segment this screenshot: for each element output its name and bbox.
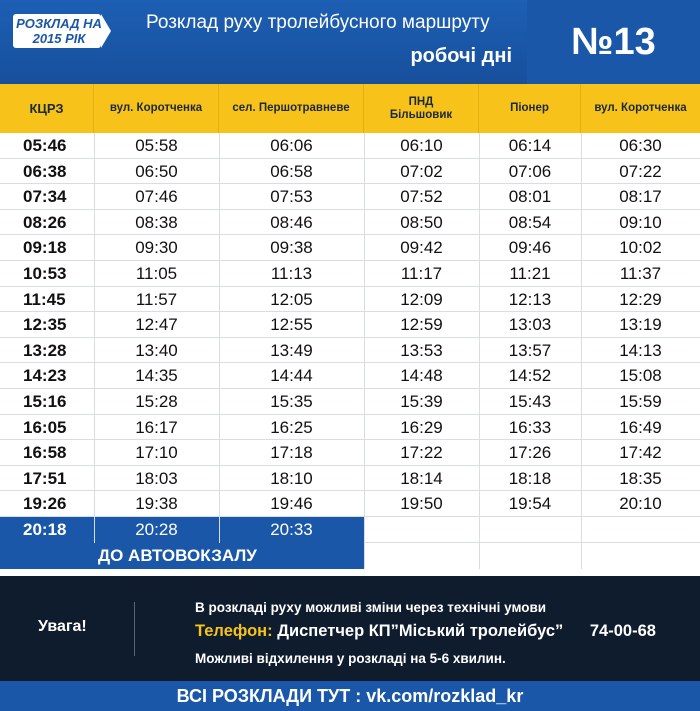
- stop-time: 11:21: [509, 264, 551, 283]
- stop-time: 07:52: [400, 187, 443, 207]
- stop-time: 19:46: [270, 494, 313, 514]
- table-row: [0, 415, 700, 441]
- stop-time: 07:02: [400, 161, 443, 181]
- stop-time: 16:33: [508, 417, 552, 437]
- stop-time: 18:18: [508, 468, 552, 488]
- departure-time: 19:26: [23, 494, 67, 514]
- footer-link[interactable]: ВСІ РОЗКЛАДИ ТУТ : vk.com/rozklad_kr: [0, 681, 700, 711]
- column-divider: [479, 133, 480, 569]
- stop-time: 09:10: [619, 212, 662, 232]
- table-row: [0, 363, 700, 389]
- stop-time: 06:58: [270, 161, 313, 181]
- stop-time: 06:06: [270, 136, 313, 155]
- departure-time: 10:53: [23, 264, 67, 283]
- stop-time: 12:55: [270, 315, 313, 335]
- stop-time: 11:17: [400, 264, 443, 283]
- stop-time: 15:59: [619, 392, 662, 411]
- phone-dispatcher: Диспетчер КП”Міський тролейбус”: [277, 622, 564, 640]
- departure-time: 15:16: [23, 392, 67, 411]
- stop-time: 12:29: [619, 289, 662, 309]
- departure-time: 13:28: [23, 340, 67, 360]
- stop-time: 08:54: [508, 212, 552, 232]
- table-row: [0, 312, 700, 338]
- table-row: [0, 235, 700, 261]
- departure-time: 17:51: [23, 468, 67, 488]
- stop-time: 17:22: [400, 443, 443, 463]
- notice-panel: [0, 576, 700, 681]
- stop-time: 20:10: [619, 494, 662, 514]
- stop-time: 13:49: [270, 340, 313, 360]
- column-header-1: вул. Коротченка: [94, 84, 219, 133]
- stop-time: 16:25: [270, 417, 313, 437]
- stop-time: 13:53: [400, 340, 443, 360]
- stop-time: 18:14: [400, 468, 443, 488]
- badge-line-1: РОЗКЛАД НА: [16, 16, 102, 31]
- departure-time: 08:26: [23, 212, 67, 232]
- stop-time: 20:28: [94, 517, 219, 543]
- page-subtitle: робочі дні: [410, 45, 512, 67]
- column-header-5: вул. Коротченка: [594, 102, 687, 114]
- stop-time: 13:19: [619, 315, 662, 335]
- stop-time: 12:13: [508, 289, 552, 309]
- stop-time: 12:59: [400, 315, 443, 335]
- stop-time: 17:18: [270, 443, 313, 463]
- badge-line-2: 2015 РІК: [32, 31, 86, 46]
- stop-time: 16:17: [135, 417, 178, 437]
- stop-time: 15:28: [135, 392, 178, 411]
- stop-time: 12:05: [270, 289, 313, 309]
- stop-time: 18:10: [270, 468, 313, 488]
- stop-time: [479, 517, 581, 543]
- page-title: Розклад руху тролейбусного маршруту: [146, 12, 490, 33]
- stop-time: 14:52: [508, 366, 552, 386]
- stop-time: 15:08: [619, 366, 662, 386]
- stop-time: 13:03: [508, 315, 552, 335]
- table-row: [0, 287, 700, 313]
- table-row: [0, 159, 700, 185]
- stop-time: 07:53: [270, 187, 313, 207]
- stop-time: 19:50: [400, 494, 443, 514]
- column-divider: [94, 133, 95, 569]
- stop-time: 12:09: [400, 289, 443, 309]
- stop-time: 05:58: [135, 136, 178, 155]
- stop-time: 13:57: [508, 340, 552, 360]
- notice-changes-text: В розкладі руху можливі зміни через технічні умови: [195, 600, 547, 615]
- table-row: [0, 517, 700, 543]
- stop-time: 06:50: [135, 161, 178, 181]
- stop-time: 09:38: [270, 238, 313, 258]
- departure-time: 07:34: [23, 187, 67, 207]
- table-row: [0, 133, 700, 159]
- departure-time: 16:58: [23, 443, 67, 463]
- stop-time: 08:50: [400, 212, 443, 232]
- stop-time: 07:22: [619, 161, 662, 181]
- notice-deviation-text: Можливі відхилення у розкладі на 5-6 хвилин.: [195, 651, 506, 666]
- stop-time: 17:10: [135, 443, 178, 463]
- column-divider: [364, 133, 365, 569]
- stop-time: 19:38: [135, 494, 178, 514]
- stop-time: 06:30: [619, 136, 662, 155]
- stop-time: 20:33: [219, 517, 364, 543]
- table-header: [0, 84, 700, 133]
- header: [0, 0, 700, 84]
- table-row: [0, 184, 700, 210]
- stop-time: 19:54: [508, 494, 552, 514]
- stop-time: 15:43: [508, 392, 552, 411]
- column-divider: [581, 133, 582, 569]
- table-row: [0, 338, 700, 364]
- notice-divider: [134, 602, 135, 656]
- attention-label: Увага!: [38, 618, 87, 635]
- stop-time: 11:13: [270, 264, 313, 283]
- stop-time: 08:46: [270, 212, 313, 232]
- stop-time: 08:38: [135, 212, 178, 232]
- table-row: [0, 440, 700, 466]
- table-row: [0, 491, 700, 517]
- stop-time: 18:35: [619, 468, 662, 488]
- stop-time: 14:48: [400, 366, 443, 386]
- stop-time: 17:42: [619, 443, 662, 463]
- stop-time: 10:02: [619, 238, 662, 258]
- column-header-2: сел. Першотравневе: [219, 84, 364, 133]
- stop-time: 09:46: [508, 238, 552, 258]
- stop-time: 11:57: [135, 289, 178, 309]
- stop-time: 15:39: [400, 392, 443, 411]
- stop-time: 14:35: [135, 366, 178, 386]
- stop-time: 16:29: [400, 417, 443, 437]
- stop-time: 13:40: [135, 340, 178, 360]
- stop-time: 16:49: [619, 417, 662, 437]
- to-bus-station-label: ДО АВТОВОКЗАЛУ: [98, 545, 257, 565]
- stop-time: 17:26: [508, 443, 552, 463]
- departure-time: 16:05: [23, 417, 67, 437]
- table-row: [0, 389, 700, 415]
- year-badge: [13, 14, 101, 48]
- stop-time: 07:46: [135, 187, 178, 207]
- route-number: №13: [571, 21, 656, 63]
- table-row: [0, 261, 700, 287]
- stop-time: 09:30: [135, 238, 178, 258]
- departure-time: 20:18: [0, 517, 94, 543]
- stop-time: 11:37: [619, 264, 662, 283]
- stop-time: 11:05: [135, 264, 178, 283]
- phone-number: 74-00-68: [589, 622, 656, 640]
- column-header-0: КЦРЗ: [0, 84, 94, 133]
- stop-time: 09:42: [400, 238, 443, 258]
- departure-time: 12:35: [23, 315, 67, 335]
- column-header-3: ПНД Більшовик: [364, 84, 479, 133]
- table-row: [0, 466, 700, 492]
- phone-label: Телефон:: [195, 622, 273, 640]
- stop-time: 14:44: [270, 366, 313, 386]
- table-row: [0, 210, 700, 236]
- stop-time: 06:14: [508, 136, 552, 155]
- column-divider: [219, 133, 220, 569]
- header-title-area: [0, 0, 527, 84]
- departure-time: 14:23: [23, 366, 67, 386]
- column-header-4: Піонер: [479, 84, 581, 133]
- stop-time: 18:03: [135, 468, 178, 488]
- stop-time: 08:01: [508, 187, 552, 207]
- stop-time: 15:35: [270, 392, 313, 411]
- stop-time: 08:17: [619, 187, 662, 207]
- departure-time: 09:18: [23, 238, 67, 258]
- stop-time: 12:47: [135, 315, 178, 335]
- stop-time: 14:13: [619, 340, 662, 360]
- stop-time: [581, 517, 700, 543]
- departure-time: 05:46: [23, 136, 67, 155]
- departure-time: 06:38: [23, 161, 67, 181]
- stop-time: 06:10: [400, 136, 443, 155]
- stop-time: [364, 517, 479, 543]
- departure-time: 11:45: [23, 289, 66, 309]
- stop-time: 07:06: [508, 161, 552, 181]
- notice-phone-line: [195, 622, 656, 641]
